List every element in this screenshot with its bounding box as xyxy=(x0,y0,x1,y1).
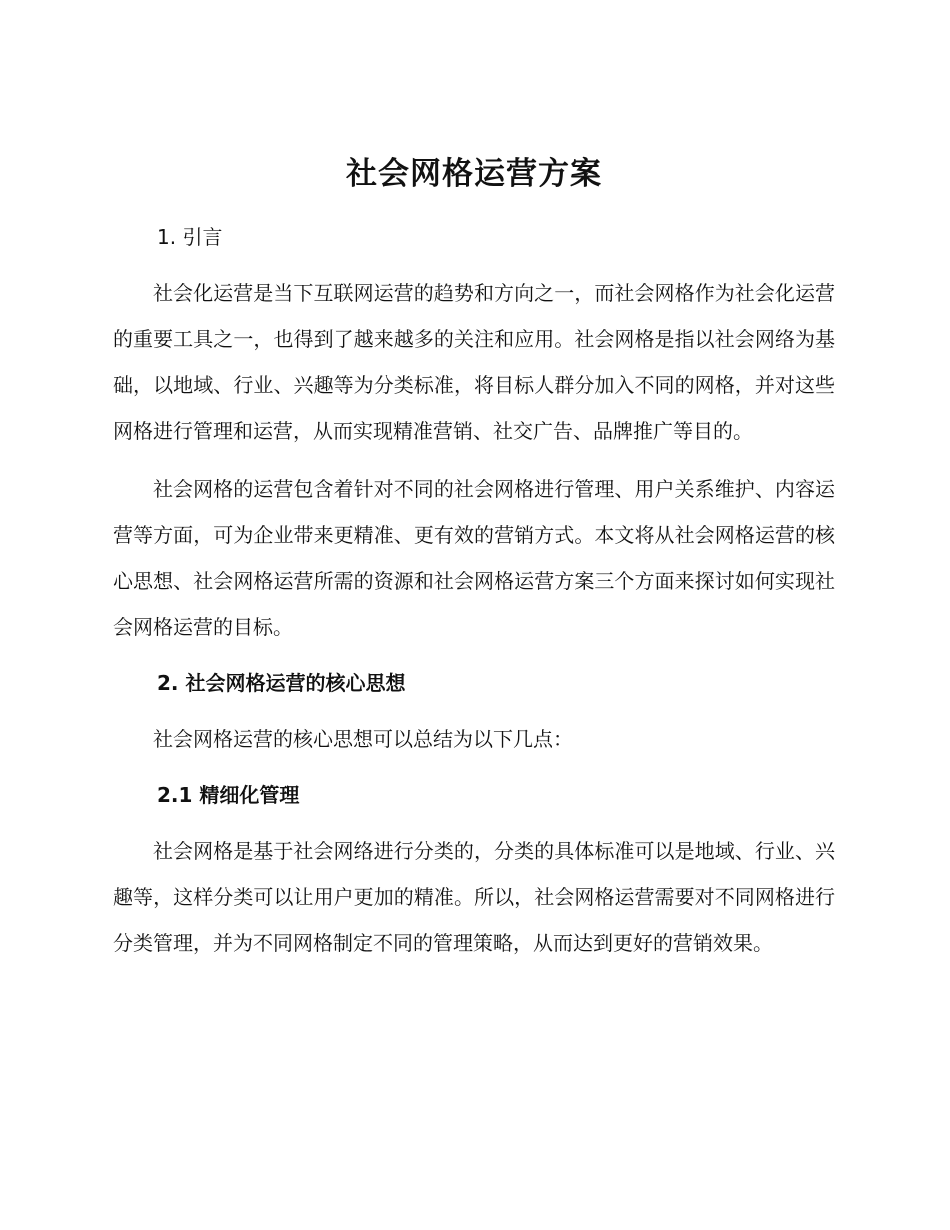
paragraph-core-ideas-intro: 社会网格运营的核心思想可以总结为以下几点： xyxy=(153,727,573,751)
document-title: 社会网格运营方案 xyxy=(346,156,602,192)
section-heading-fine-management: 2.1 精细化管理 xyxy=(157,783,300,807)
paragraph-introduction-2: 社会网格的运营包含着针对不同的社会网格进行管理、用户关系维护、内容运营等方面，可为企业带来更精准、更有效的营销方式。本文将从社会网格运营的核心思想、社会网格运营所需的资源和社会网格运营方案三个方面来探讨如何实现社会网格运营的目标。 xyxy=(113,477,835,639)
paragraph-fine-management: 社会网格是基于社会网络进行分类的，分类的具体标准可以是地域、行业、兴趣等，这样分类可以让用户更加的精准。所以，社会网格运营需要对不同网格进行分类管理，并为不同网格制定不同的管理策略，从而达到更好的营销效果。 xyxy=(113,839,835,955)
section-heading-core-ideas: 2. 社会网格运营的核心思想 xyxy=(157,671,406,695)
paragraph-introduction-1: 社会化运营是当下互联网运营的趋势和方向之一，而社会网格作为社会化运营的重要工具之一，也得到了越来越多的关注和应用。社会网格是指以社会网络为基础，以地域、行业、兴趣等为分类标准，将目标人群分加入不同的网格，并对这些网格进行管理和运营，从而实现精准营销、社交广告、品牌推广等目的。 xyxy=(113,281,835,443)
document-body xyxy=(113,148,835,984)
section-heading-introduction: 1. 引言 xyxy=(157,225,223,249)
